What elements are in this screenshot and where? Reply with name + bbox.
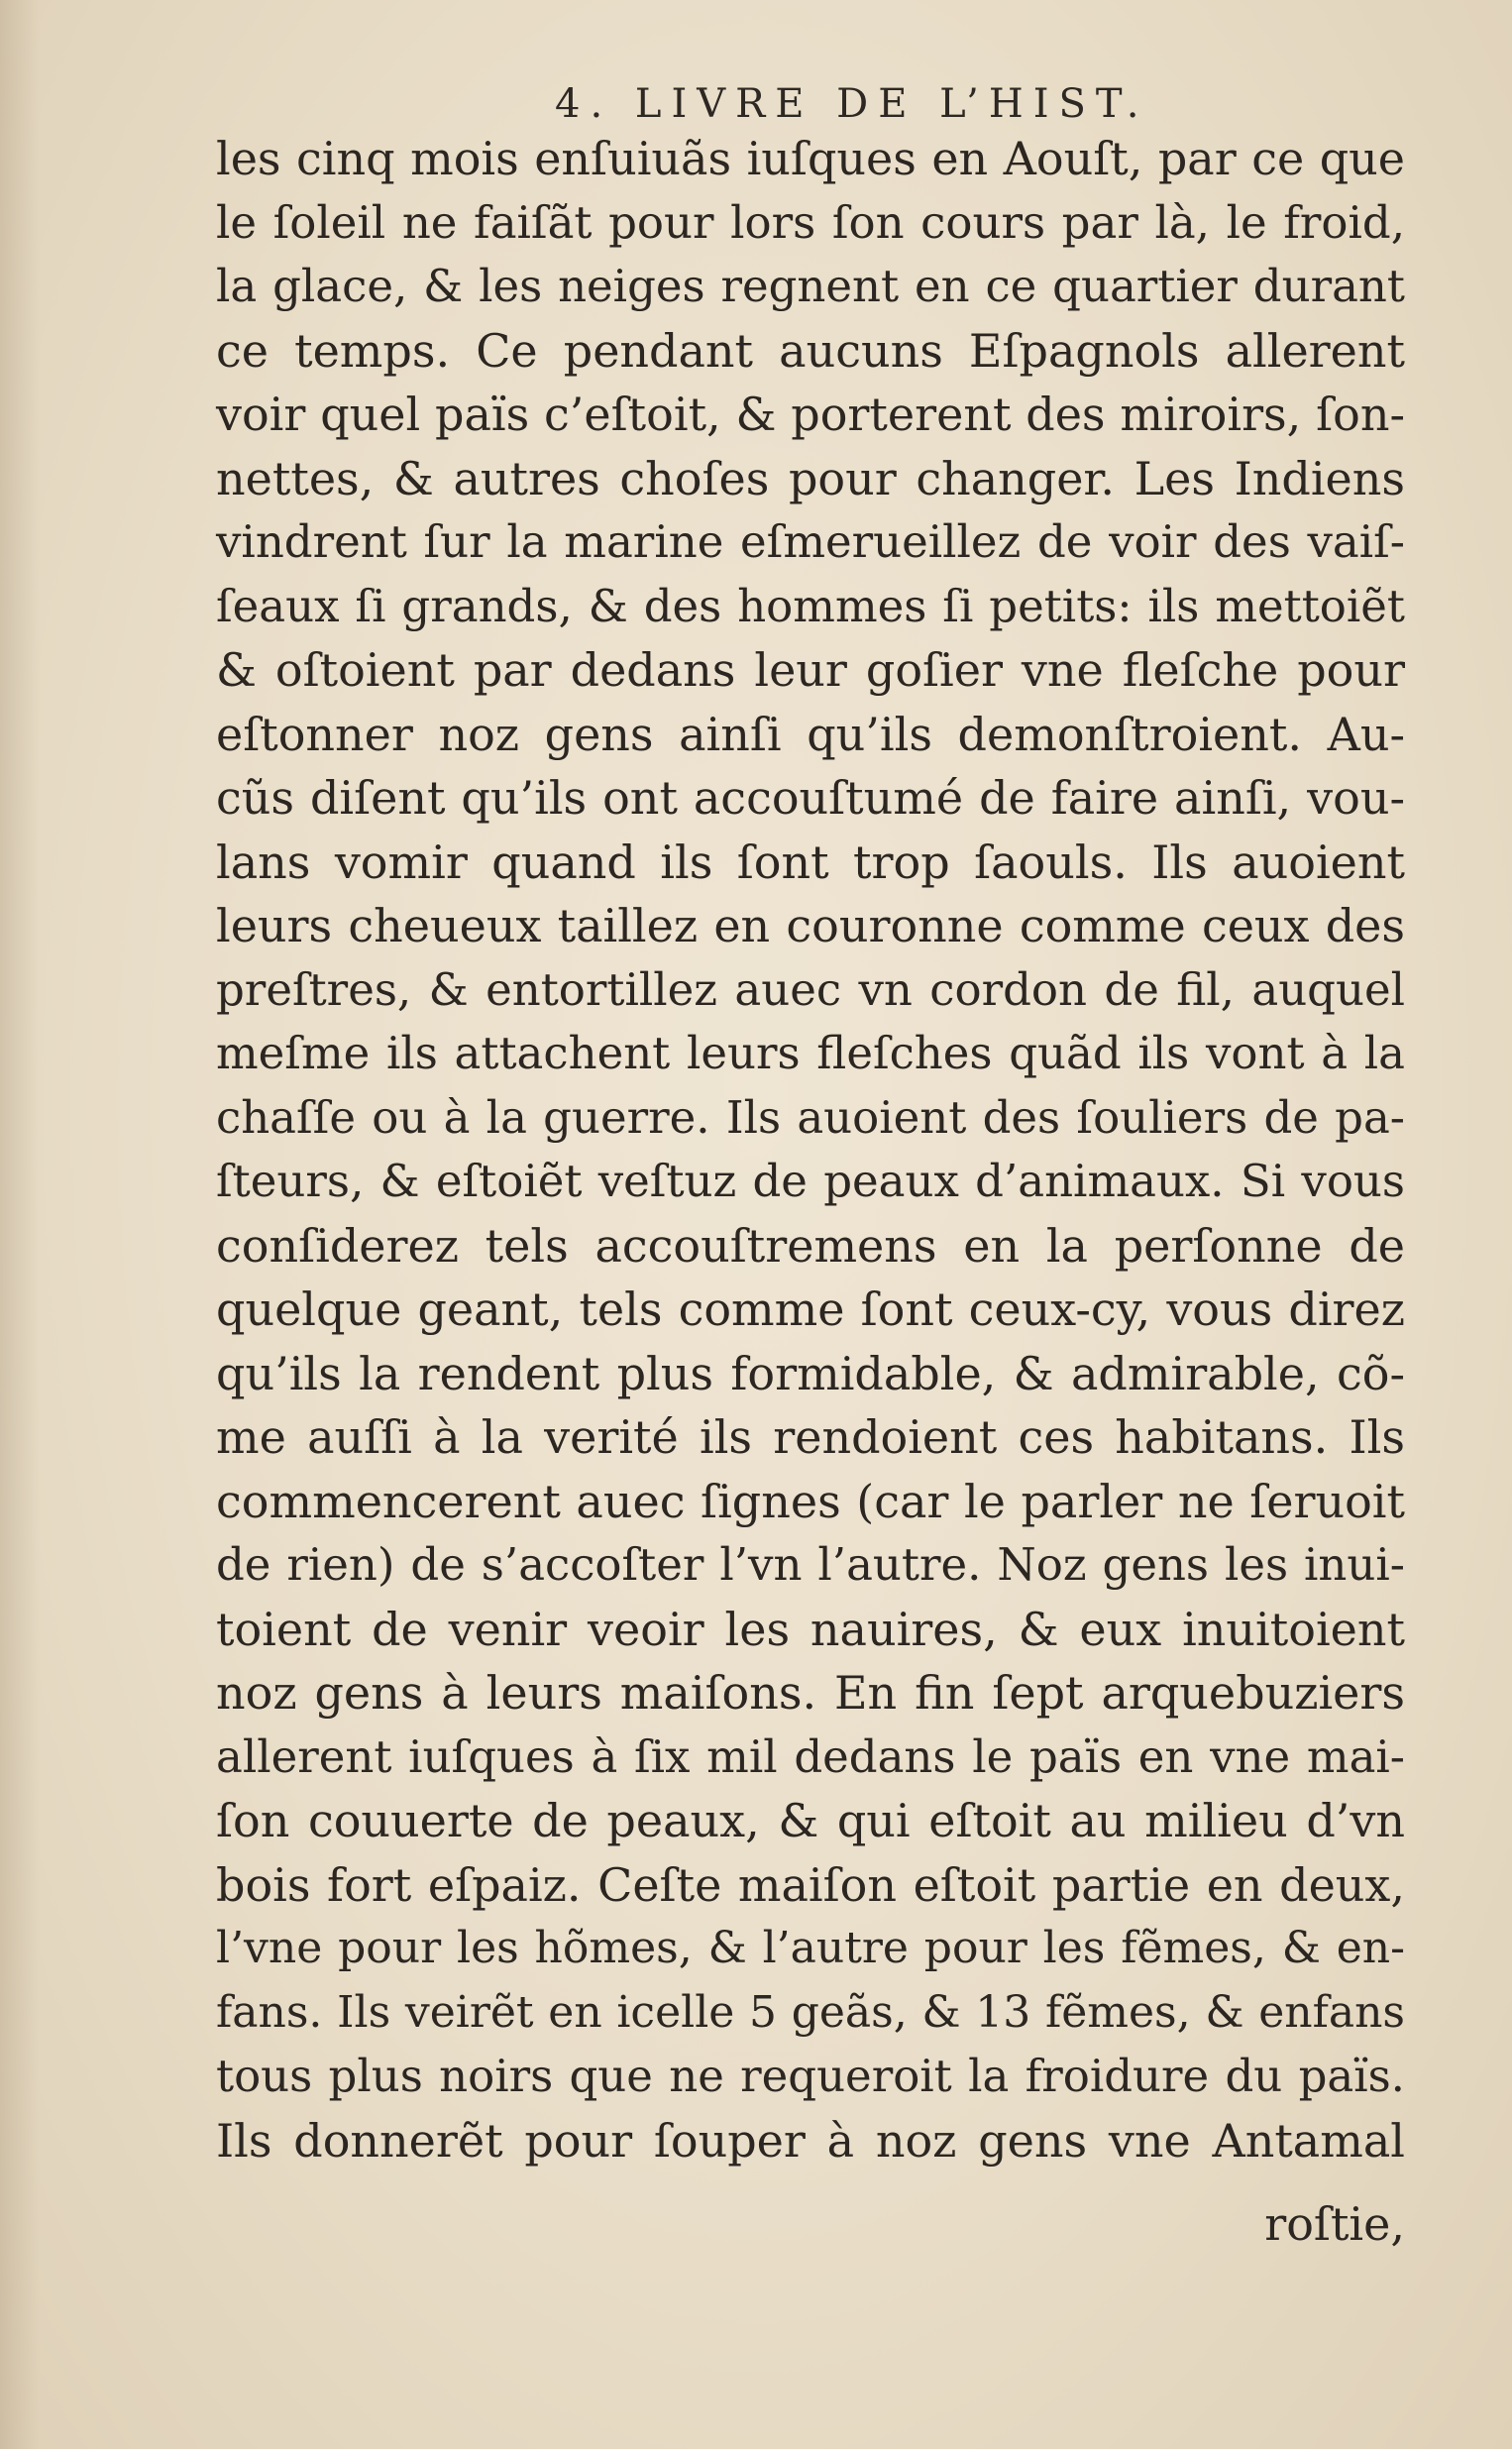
text-line: fans. Ils veirẽt en icelle 5 geãs, & 13 fẽmes, & enfans xyxy=(216,1986,1405,2038)
text-line: qu’ils la rendent plus formidable, & admirable, cõ- xyxy=(216,1346,1405,1400)
page-edge-shadow xyxy=(0,0,40,2449)
text-line: ſteurs, & eſtoiẽt veſtuz de peaux d’animaux. Si vous xyxy=(216,1155,1405,1207)
catchword: roſtie, xyxy=(1264,2197,1405,2251)
text-line: chaſſe ou à la guerre. Ils auoient des ſouliers de pa- xyxy=(216,1090,1405,1144)
text-line: meſme ils attachent leurs fleſches quãd ils vont à la xyxy=(216,1027,1405,1079)
text-line: tous plus noirs que ne requeroit la froidure du païs. xyxy=(216,2050,1405,2102)
text-line: me auſſi à la verité ils rendoient ces habitans. Ils xyxy=(216,1410,1405,1464)
body-text xyxy=(216,127,1405,2172)
text-line: preſtres, & entortillez auec vn cordon de fil, auquel xyxy=(216,962,1405,1016)
text-line: allerent iuſques à ſix mil dedans le païs en vne mai- xyxy=(216,1729,1405,1783)
text-line: vindrent ſur la marine eſmerueillez de voir des vaiſ- xyxy=(216,515,1405,568)
text-line: les cinq mois enſuiuãs iuſques en Aouſt, par ce que xyxy=(216,132,1405,185)
text-line: leurs cheueux taillez en couronne comme ceux des xyxy=(216,899,1405,952)
text-line: ſeaux ſi grands, & des hommes ſi petits: ils mettoiẽt xyxy=(216,579,1405,632)
text-line: commencerent auec ſignes (car le parler ne ſeruoit xyxy=(216,1474,1405,1528)
text-line: la glace, & les neiges regnent en ce quartier durant xyxy=(216,260,1405,312)
text-line: cũs diſent qu’ils ont accouſtumé de faire ainſi, vou- xyxy=(216,771,1405,825)
text-line: voir quel païs c’eſtoit, & porterent des miroirs, ſon- xyxy=(216,388,1405,441)
text-line: ce temps. Ce pendant aucuns Eſpagnols allerent xyxy=(216,323,1405,378)
text-line: de rien) de s’accoſter l’vn l’autre. Noz gens les inui- xyxy=(216,1538,1405,1591)
text-line: & oſtoient par dedans leur goſier vne fleſche pour xyxy=(216,643,1405,697)
text-line: le ſoleil ne faiſãt pour lors ſon cours par là, le froid, xyxy=(216,195,1405,249)
text-line: bois fort eſpaiz. Ceſte maiſon eſtoit partie en deux, xyxy=(216,1857,1405,1912)
text-line: eſtonner noz gens ainſi qu’ils demonſtroient. Au- xyxy=(216,707,1405,761)
text-line: noz gens à leurs maiſons. En fin ſept arquebuziers xyxy=(216,1666,1405,1720)
text-line: ſon couuerte de peaux, & qui eſtoit au milieu d’vn xyxy=(216,1794,1405,1847)
text-line: lans vomir quand ils ſont trop ſaouls. Ils auoient xyxy=(216,835,1405,889)
text-line: conſiderez tels accouſtremens en la perſonne de xyxy=(216,1218,1405,1273)
running-head: 4. LIVRE DE L’HIST. xyxy=(555,81,1149,127)
text-line: nettes, & autres choſes pour changer. Les Indiens xyxy=(216,451,1405,505)
text-line: Ils donnerẽt pour ſouper à noz gens vne Antamal xyxy=(216,2113,1405,2168)
text-line: quelque geant, tels comme ſont ceux-cy, vous direz xyxy=(216,1282,1405,1336)
text-line: toient de venir veoir les nauires, & eux inuitoient xyxy=(216,1602,1405,1656)
text-line: l’vne pour les hõmes, & l’autre pour les fẽmes, & en- xyxy=(216,1923,1405,1973)
